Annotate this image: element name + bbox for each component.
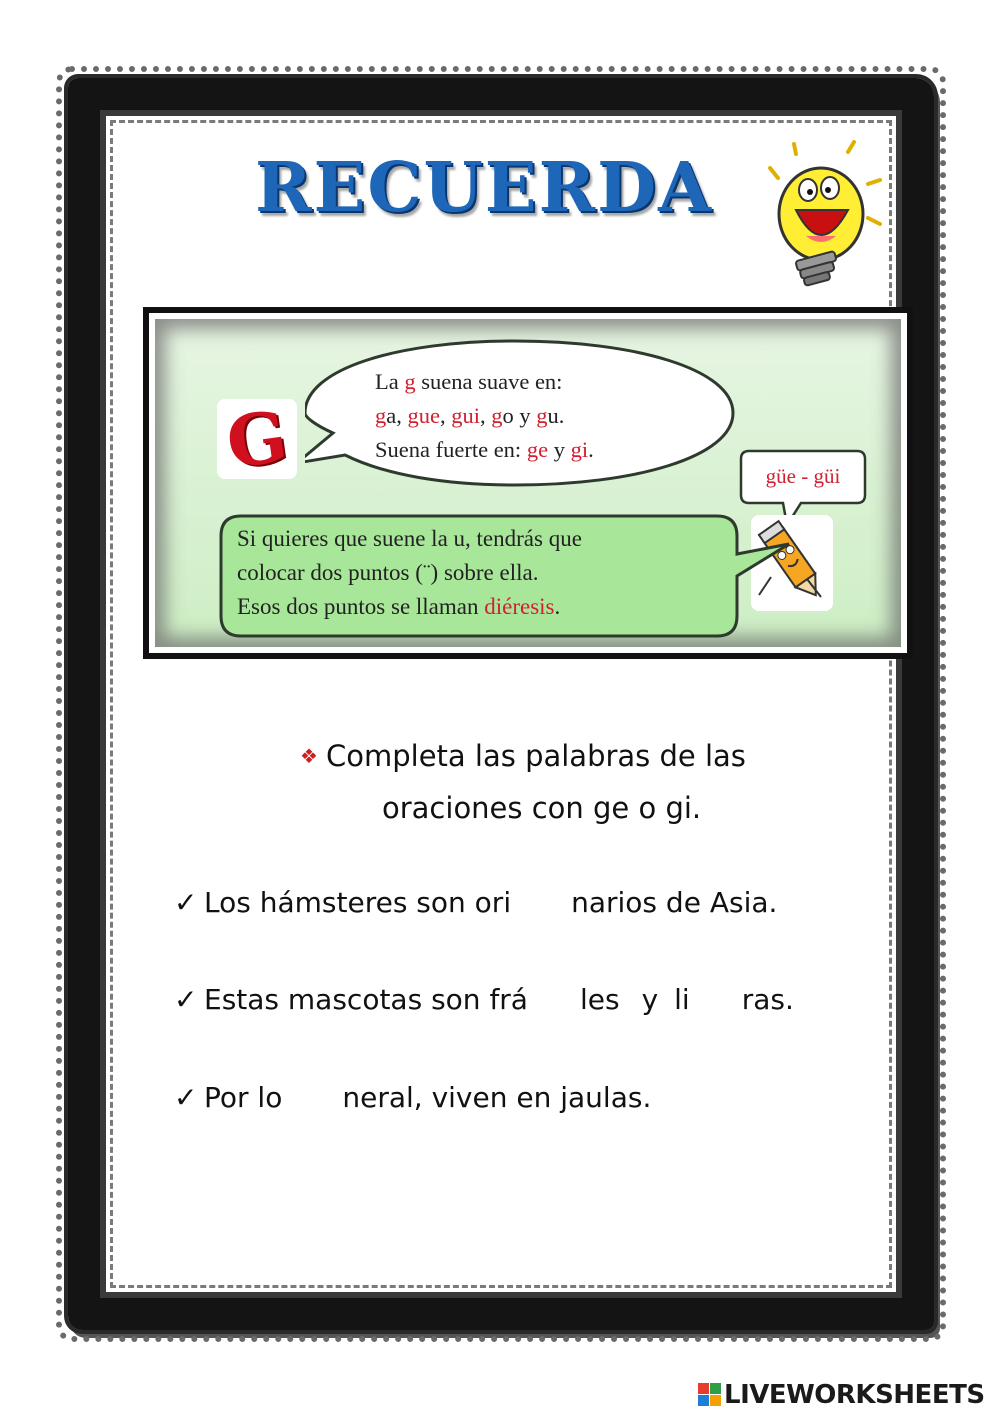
page-title: RECUERDA [255,148,713,228]
rule-segment: gue [407,403,440,428]
lightbulb-icon [756,140,886,290]
speech-bubble-top [305,337,739,487]
dieresis-line-2: colocar dos puntos (¨) sobre ella. [237,560,539,585]
rule-segment: gui [451,403,481,428]
exercise-instruction: ❖ Completa las palabras de las oraciones con ge o gi. [300,730,746,834]
sentence-item-2: ✓ Estas mascotas son frá les y li ras. [174,983,794,1016]
rule-segment: a, [386,403,408,428]
dieresis-examples: güe - güi [765,464,841,488]
rule-segment: o y [502,403,537,428]
rule-segment: u. [547,403,565,428]
speech-bubble-small [739,449,867,505]
checkmark-icon: ✓ [174,983,198,1016]
rule-segment: g [375,403,387,428]
rule-segment: g [491,403,503,428]
sentence-item-3: ✓ Por lo neral, viven en jaulas. [174,1081,652,1114]
rule-line-3: Suena fuerte en: ge y gi. [375,437,594,462]
checkmark-icon: ✓ [174,1081,198,1114]
rule-line-2 [375,399,564,433]
sentence-item-1: ✓ Los hámsteres son ori narios de Asia. [174,886,778,919]
speech-bubble-bottom [219,514,739,640]
dieresis-line-3: Esos dos puntos se llaman diéresis. [237,594,561,619]
rule-line-1: La g suena suave en: [375,369,563,394]
logo-squares-icon [698,1383,722,1407]
grammar-rule-panel [143,307,913,659]
rule-segment: g [536,403,548,428]
checkmark-icon: ✓ [174,886,198,919]
liveworksheets-logo: LIVEWORKSHEETS [698,1380,985,1410]
diamond-bullet-icon: ❖ [300,744,318,768]
rule-segment: , [480,403,492,428]
rule-segment: , [440,403,452,428]
dieresis-line-1: Si quieres que suene la u, tendrás que [237,526,582,551]
g-letter-icon: G [217,399,297,479]
